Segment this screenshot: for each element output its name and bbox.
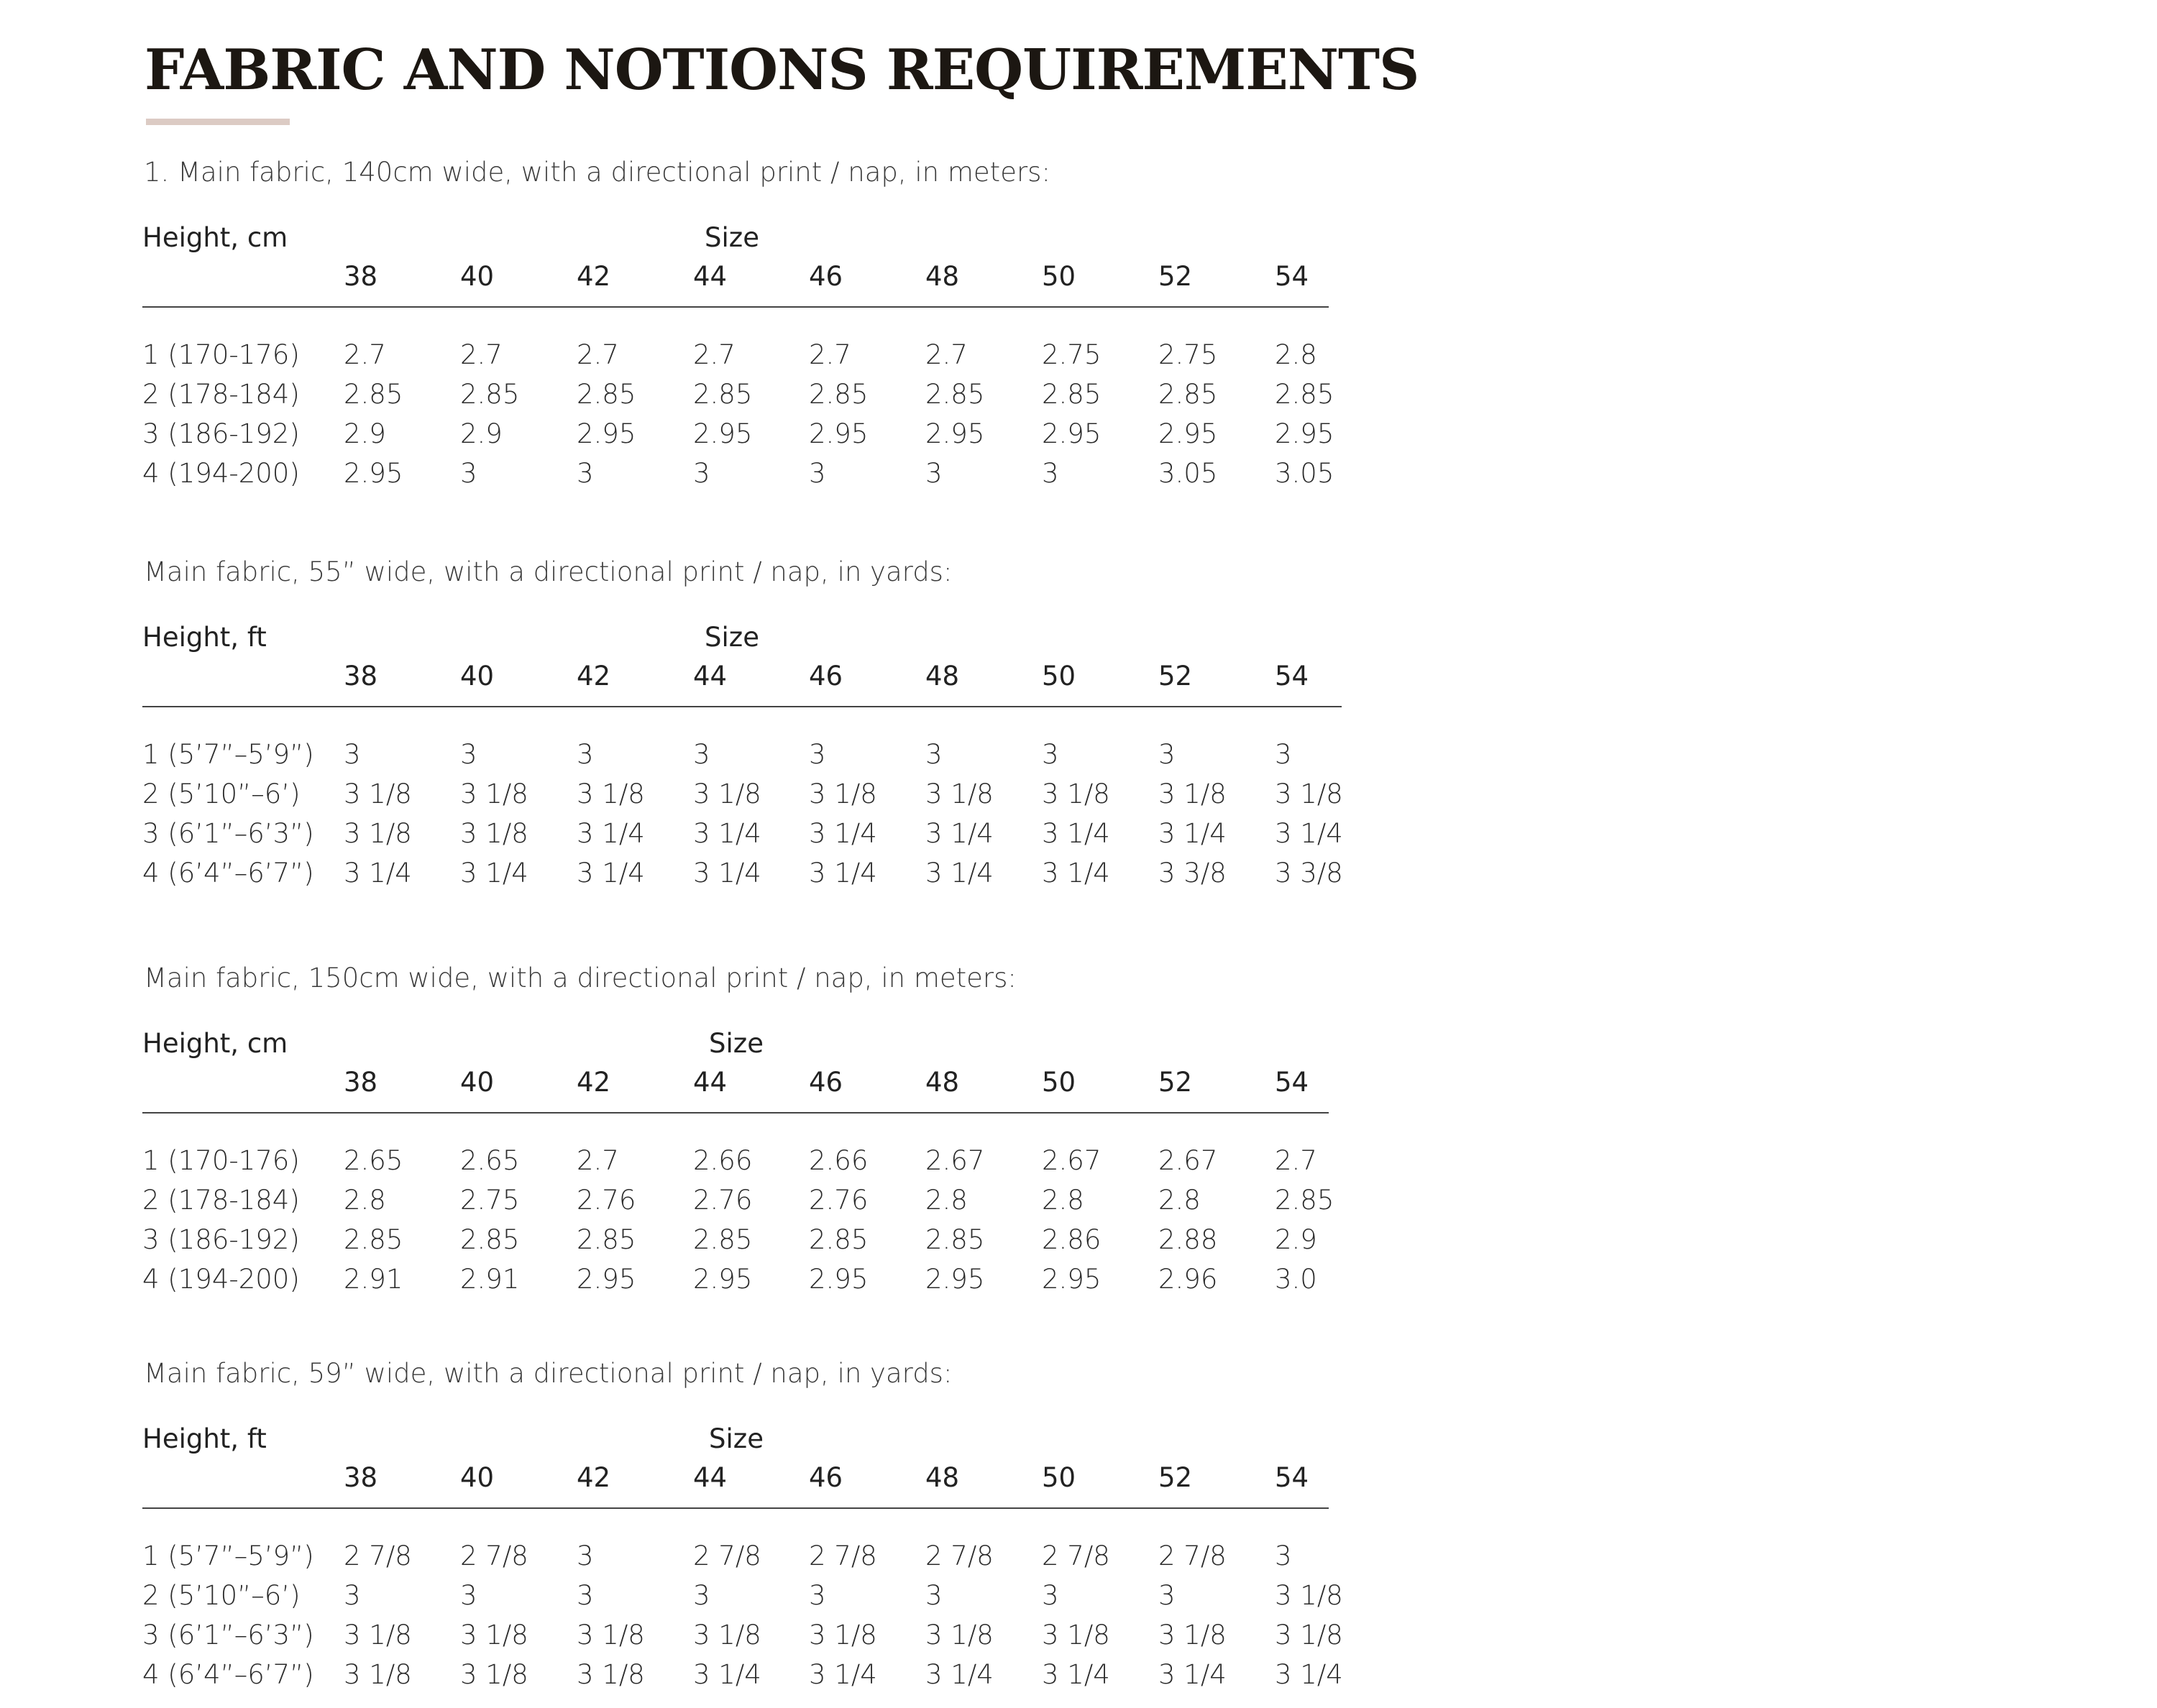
size-header: 44 (693, 1462, 728, 1493)
size-header-row (0, 261, 2157, 294)
height-cell: 4 (194-200) (142, 458, 300, 489)
table-body (0, 1145, 2157, 1303)
size-header: 52 (1158, 661, 1193, 692)
value-cell: 3 (925, 739, 943, 770)
value-cell: 3 1/8 (1275, 1620, 1343, 1650)
size-header: 46 (809, 1067, 843, 1098)
value-cell: 2.88 (1158, 1224, 1218, 1255)
value-cell: 3 1/4 (1275, 1659, 1343, 1690)
value-cell: 2.66 (693, 1145, 753, 1176)
size-header: 40 (460, 261, 495, 292)
value-cell: 2.67 (1158, 1145, 1218, 1176)
value-cell: 2.8 (1275, 339, 1317, 370)
size-header: 50 (1042, 661, 1076, 692)
height-cell: 3 (186-192) (142, 1224, 300, 1255)
value-cell: 3 1/4 (693, 858, 761, 889)
table-row (0, 1145, 2157, 1185)
value-cell: 3 1/8 (460, 818, 528, 849)
value-cell: 2.85 (1158, 379, 1218, 410)
table-header-rule (142, 306, 1329, 308)
value-cell: 2.67 (925, 1145, 985, 1176)
value-cell: 3 (460, 739, 477, 770)
value-cell: 2 7/8 (925, 1541, 994, 1571)
size-header: 42 (577, 1462, 611, 1493)
table-row (0, 1264, 2157, 1303)
value-cell: 2.76 (577, 1185, 636, 1216)
table-row (0, 1659, 2157, 1699)
value-cell: 2.75 (1042, 339, 1102, 370)
value-cell: 2.85 (1275, 379, 1334, 410)
value-cell: 3.05 (1275, 458, 1334, 489)
size-header: 52 (1158, 261, 1193, 292)
value-cell: 2.7 (1275, 1145, 1317, 1176)
size-header: 40 (460, 1462, 495, 1493)
value-cell: 3.05 (1158, 458, 1218, 489)
table-body (0, 739, 2157, 897)
table-row (0, 458, 2157, 497)
value-cell: 2.95 (1042, 418, 1102, 449)
height-cell: 4 (194-200) (142, 1264, 300, 1295)
value-cell: 2.96 (1158, 1264, 1218, 1295)
value-cell: 3 1/8 (693, 1620, 761, 1650)
value-cell: 2.85 (460, 1224, 520, 1255)
table-header-rule (142, 1112, 1329, 1114)
value-cell: 3 1/8 (460, 779, 528, 809)
height-cell: 2 (178-184) (142, 1185, 300, 1216)
size-header: 52 (1158, 1067, 1193, 1098)
table-row (0, 1224, 2157, 1264)
value-cell: 2.95 (925, 1264, 985, 1295)
value-cell: 2.85 (693, 1224, 753, 1255)
value-cell: 3 1/8 (1158, 1620, 1227, 1650)
value-cell: 2.85 (460, 379, 520, 410)
value-cell: 3 1/4 (344, 858, 412, 889)
value-cell: 3 1/4 (1042, 858, 1110, 889)
value-cell: 3 (693, 458, 710, 489)
size-column-label: Size (705, 622, 759, 653)
value-cell: 3 (693, 739, 710, 770)
value-cell: 2.8 (344, 1185, 386, 1216)
value-cell: 3 (577, 1541, 594, 1571)
value-cell: 3 1/4 (693, 1659, 761, 1690)
value-cell: 3 1/4 (1042, 1659, 1110, 1690)
value-cell: 2.75 (1158, 339, 1218, 370)
height-column-label: Height, ft (142, 622, 267, 653)
size-header: 50 (1042, 1067, 1076, 1098)
size-header: 42 (577, 1067, 611, 1098)
value-cell: 2 7/8 (1158, 1541, 1227, 1571)
value-cell: 3 (809, 458, 826, 489)
height-cell: 1 (170-176) (142, 339, 300, 370)
value-cell: 3 (1158, 739, 1176, 770)
size-header: 54 (1275, 1462, 1309, 1493)
size-header: 46 (809, 261, 843, 292)
value-cell: 3 1/8 (809, 779, 877, 809)
size-column-label: Size (709, 1423, 764, 1454)
table-row (0, 1620, 2157, 1659)
table-row (0, 858, 2157, 897)
value-cell: 3 (577, 739, 594, 770)
size-header: 42 (577, 661, 611, 692)
value-cell: 2.8 (925, 1185, 968, 1216)
height-cell: 1 (5’7”–5’9”) (142, 739, 314, 770)
table-header-rule (142, 1507, 1329, 1509)
value-cell: 3 3/8 (1275, 858, 1343, 889)
value-cell: 2 7/8 (344, 1541, 412, 1571)
value-cell: 2.95 (577, 1264, 636, 1295)
table-row (0, 418, 2157, 458)
size-header-row (0, 1462, 2157, 1495)
value-cell: 3 (1158, 1580, 1176, 1611)
value-cell: 2.85 (1275, 1185, 1334, 1216)
section-caption: 1. Main fabric, 140cm wide, with a directional print / nap, in meters: (144, 157, 1050, 188)
size-header: 38 (344, 261, 378, 292)
value-cell: 2.8 (1042, 1185, 1084, 1216)
height-column-label: Height, ft (142, 1423, 267, 1454)
value-cell: 2.85 (925, 1224, 985, 1255)
size-header: 48 (925, 661, 960, 692)
value-cell: 3 1/8 (577, 1620, 645, 1650)
height-column-label: Height, cm (142, 222, 288, 253)
size-header: 42 (577, 261, 611, 292)
size-header: 38 (344, 1067, 378, 1098)
size-header-row (0, 661, 2157, 694)
table-body (0, 1541, 2157, 1699)
value-cell: 2 7/8 (460, 1541, 528, 1571)
section-caption: Main fabric, 59” wide, with a directional print / nap, in yards: (144, 1358, 953, 1389)
value-cell: 2.76 (809, 1185, 869, 1216)
value-cell: 2.7 (460, 339, 503, 370)
value-cell: 3 1/4 (925, 818, 994, 849)
value-cell: 3 (1275, 1541, 1292, 1571)
table-row (0, 739, 2157, 779)
table-body (0, 339, 2157, 497)
height-cell: 3 (6’1”–6’3”) (142, 1620, 314, 1650)
value-cell: 2.95 (809, 418, 869, 449)
value-cell: 2.85 (577, 379, 636, 410)
value-cell: 3 (809, 1580, 826, 1611)
value-cell: 2 7/8 (693, 1541, 761, 1571)
size-header-row (0, 1067, 2157, 1100)
size-header: 48 (925, 1462, 960, 1493)
height-cell: 2 (5’10”–6’) (142, 779, 301, 809)
size-header: 54 (1275, 261, 1309, 292)
value-cell: 2.95 (1275, 418, 1334, 449)
size-header: 40 (460, 661, 495, 692)
value-cell: 3 1/8 (344, 818, 412, 849)
page-title: FABRIC AND NOTIONS REQUIREMENTS (145, 37, 1419, 103)
value-cell: 2.85 (809, 1224, 869, 1255)
value-cell: 3 3/8 (1158, 858, 1227, 889)
height-cell: 3 (6’1”–6’3”) (142, 818, 314, 849)
value-cell: 2.8 (1158, 1185, 1201, 1216)
value-cell: 3 1/4 (809, 1659, 877, 1690)
value-cell: 3 (460, 1580, 477, 1611)
value-cell: 2.9 (344, 418, 386, 449)
value-cell: 3.0 (1275, 1264, 1317, 1295)
value-cell: 3 1/4 (1275, 818, 1343, 849)
value-cell: 3 1/4 (1158, 818, 1227, 849)
title-underline (146, 119, 290, 125)
value-cell: 2.7 (925, 339, 968, 370)
value-cell: 2.65 (460, 1145, 520, 1176)
value-cell: 2.67 (1042, 1145, 1102, 1176)
value-cell: 3 1/8 (1042, 1620, 1110, 1650)
value-cell: 2 7/8 (809, 1541, 877, 1571)
value-cell: 3 1/8 (460, 1620, 528, 1650)
value-cell: 3 1/8 (344, 1659, 412, 1690)
value-cell: 3 1/4 (577, 818, 645, 849)
value-cell: 3 (1042, 1580, 1059, 1611)
value-cell: 2.95 (693, 1264, 753, 1295)
height-column-label: Height, cm (142, 1028, 288, 1059)
value-cell: 2.85 (1042, 379, 1102, 410)
value-cell: 2.95 (1158, 418, 1218, 449)
height-cell: 1 (170-176) (142, 1145, 300, 1176)
size-header: 52 (1158, 1462, 1193, 1493)
value-cell: 2.86 (1042, 1224, 1102, 1255)
size-header: 44 (693, 261, 728, 292)
value-cell: 2.9 (1275, 1224, 1317, 1255)
value-cell: 3 (925, 1580, 943, 1611)
value-cell: 3 (693, 1580, 710, 1611)
value-cell: 3 1/4 (577, 858, 645, 889)
size-header: 54 (1275, 661, 1309, 692)
table-row (0, 379, 2157, 418)
value-cell: 2.65 (344, 1145, 403, 1176)
value-cell: 2.95 (809, 1264, 869, 1295)
value-cell: 3 1/4 (809, 818, 877, 849)
value-cell: 3 1/4 (693, 818, 761, 849)
table-row (0, 779, 2157, 818)
height-cell: 2 (178-184) (142, 379, 300, 410)
value-cell: 2 7/8 (1042, 1541, 1110, 1571)
size-header: 48 (925, 1067, 960, 1098)
value-cell: 3 1/4 (1042, 818, 1110, 849)
value-cell: 3 1/8 (1275, 1580, 1343, 1611)
value-cell: 2.7 (693, 339, 736, 370)
value-cell: 3 1/4 (925, 858, 994, 889)
value-cell: 3 1/4 (460, 858, 528, 889)
value-cell: 2.91 (460, 1264, 520, 1295)
size-header: 54 (1275, 1067, 1309, 1098)
value-cell: 3 1/8 (1158, 779, 1227, 809)
section-caption: Main fabric, 150cm wide, with a directional print / nap, in meters: (144, 963, 1017, 993)
height-cell: 1 (5’7”–5’9”) (142, 1541, 314, 1571)
table-row (0, 339, 2157, 379)
value-cell: 3 1/4 (925, 1659, 994, 1690)
value-cell: 3 (1275, 739, 1292, 770)
value-cell: 3 1/8 (344, 1620, 412, 1650)
value-cell: 2.85 (344, 1224, 403, 1255)
value-cell: 2.7 (577, 339, 619, 370)
value-cell: 3 (809, 739, 826, 770)
value-cell: 2.95 (577, 418, 636, 449)
value-cell: 3 1/4 (809, 858, 877, 889)
value-cell: 2.85 (344, 379, 403, 410)
height-cell: 4 (6’4”–6’7”) (142, 1659, 314, 1690)
value-cell: 3 1/8 (577, 1659, 645, 1690)
value-cell: 2.91 (344, 1264, 403, 1295)
height-cell: 3 (186-192) (142, 418, 300, 449)
size-column-label: Size (705, 222, 759, 253)
size-header: 50 (1042, 261, 1076, 292)
value-cell: 2.66 (809, 1145, 869, 1176)
value-cell: 2.7 (577, 1145, 619, 1176)
value-cell: 2.85 (925, 379, 985, 410)
size-column-label: Size (709, 1028, 764, 1059)
value-cell: 3 (577, 1580, 594, 1611)
value-cell: 2.95 (1042, 1264, 1102, 1295)
value-cell: 3 (1042, 458, 1059, 489)
value-cell: 3 1/8 (693, 779, 761, 809)
size-header: 50 (1042, 1462, 1076, 1493)
value-cell: 3 (460, 458, 477, 489)
value-cell: 3 1/8 (460, 1659, 528, 1690)
size-header: 44 (693, 1067, 728, 1098)
value-cell: 3 (344, 739, 361, 770)
value-cell: 2.7 (344, 339, 386, 370)
size-header: 48 (925, 261, 960, 292)
value-cell: 3 1/8 (925, 1620, 994, 1650)
size-header: 44 (693, 661, 728, 692)
value-cell: 2.75 (460, 1185, 520, 1216)
value-cell: 2.85 (693, 379, 753, 410)
table-header-rule (142, 706, 1342, 707)
value-cell: 3 1/4 (1158, 1659, 1227, 1690)
table-row (0, 1185, 2157, 1224)
size-header: 38 (344, 1462, 378, 1493)
table-row (0, 1541, 2157, 1580)
value-cell: 3 (577, 458, 594, 489)
value-cell: 3 1/8 (1042, 779, 1110, 809)
table-row (0, 818, 2157, 858)
value-cell: 2.9 (460, 418, 503, 449)
value-cell: 2.95 (925, 418, 985, 449)
value-cell: 3 (1042, 739, 1059, 770)
value-cell: 2.7 (809, 339, 851, 370)
value-cell: 3 (344, 1580, 361, 1611)
size-header: 40 (460, 1067, 495, 1098)
size-header: 38 (344, 661, 378, 692)
section-caption: Main fabric, 55” wide, with a directional print / nap, in yards: (144, 556, 953, 587)
value-cell: 2.85 (577, 1224, 636, 1255)
value-cell: 3 1/8 (925, 779, 994, 809)
value-cell: 3 (925, 458, 943, 489)
value-cell: 2.76 (693, 1185, 753, 1216)
value-cell: 3 1/8 (344, 779, 412, 809)
value-cell: 2.85 (809, 379, 869, 410)
value-cell: 3 1/8 (577, 779, 645, 809)
size-header: 46 (809, 661, 843, 692)
value-cell: 2.95 (693, 418, 753, 449)
size-header: 46 (809, 1462, 843, 1493)
table-row (0, 1580, 2157, 1620)
height-cell: 2 (5’10”–6’) (142, 1580, 301, 1611)
value-cell: 2.95 (344, 458, 403, 489)
value-cell: 3 1/8 (809, 1620, 877, 1650)
height-cell: 4 (6’4”–6’7”) (142, 858, 314, 889)
value-cell: 3 1/8 (1275, 779, 1343, 809)
